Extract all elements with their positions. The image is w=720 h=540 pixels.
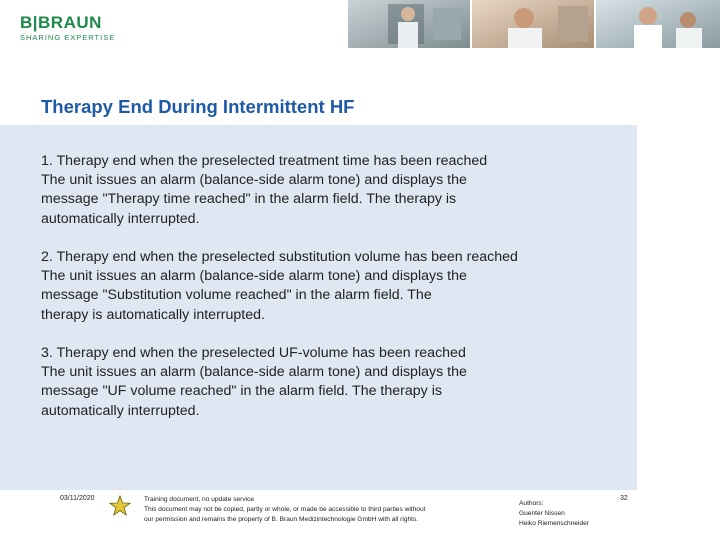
paragraph-line: 2. Therapy end when the preselected substitution volume has been reached xyxy=(41,249,518,265)
footer-authors xyxy=(519,499,589,529)
page-number: 32 xyxy=(620,495,628,502)
notice-line: This document may not be copied, partly or whole, or made be accessible to third parties without xyxy=(144,506,426,513)
paragraph-line: automatically interrupted. xyxy=(41,210,200,227)
paragraph-line: message "Therapy time reached" in the alarm field. The therapy is xyxy=(41,191,457,208)
paragraph-line: therapy is automatically interrupted. xyxy=(41,306,265,323)
paragraph-line: message "UF volume reached" in the alarm field. The therapy is xyxy=(41,383,442,400)
paragraph-line: The unit issues an alarm (balance-side alarm tone) and displays the xyxy=(41,172,467,189)
footer-date: 03/11/2020 xyxy=(60,495,95,502)
authors-line: Guenter Nissen xyxy=(519,510,565,517)
paragraph-substitution-volume xyxy=(41,248,611,325)
paragraph-line: 1. Therapy end when the preselected treatment time has been reached xyxy=(41,153,488,169)
authors-line: Heiko Riemenschneider xyxy=(519,520,590,527)
paragraph-line: The unit issues an alarm (balance-side alarm tone) and displays the xyxy=(41,268,467,285)
paragraph-line: The unit issues an alarm (balance-side alarm tone) and displays the xyxy=(41,364,467,381)
logo-wordmark: B|BRAUN xyxy=(20,13,102,32)
star-icon xyxy=(109,495,131,522)
slide-title: Therapy End During Intermittent HF xyxy=(41,96,355,117)
authors-line: Authors: xyxy=(519,500,544,507)
header-photo-strip xyxy=(348,0,720,48)
paragraph-line: automatically interrupted. xyxy=(41,402,200,419)
paragraph-line: message "Substitution volume reached" in the alarm field. The xyxy=(41,287,432,304)
paragraph-therapy-time xyxy=(41,152,611,229)
bbraun-logo xyxy=(20,14,115,42)
content-body xyxy=(41,152,611,440)
logo-tagline: SHARING EXPERTISE xyxy=(20,33,116,42)
notice-line: Training document, no update service xyxy=(144,496,255,503)
notice-line: our permission and remains the property of B. Braun Medizintechnologie GmbH with all rights. xyxy=(144,516,419,523)
paragraph-line: 3. Therapy end when the preselected UF-volume has been reached xyxy=(41,345,466,361)
footer-notice xyxy=(144,495,425,525)
paragraph-uf-volume xyxy=(41,344,611,421)
